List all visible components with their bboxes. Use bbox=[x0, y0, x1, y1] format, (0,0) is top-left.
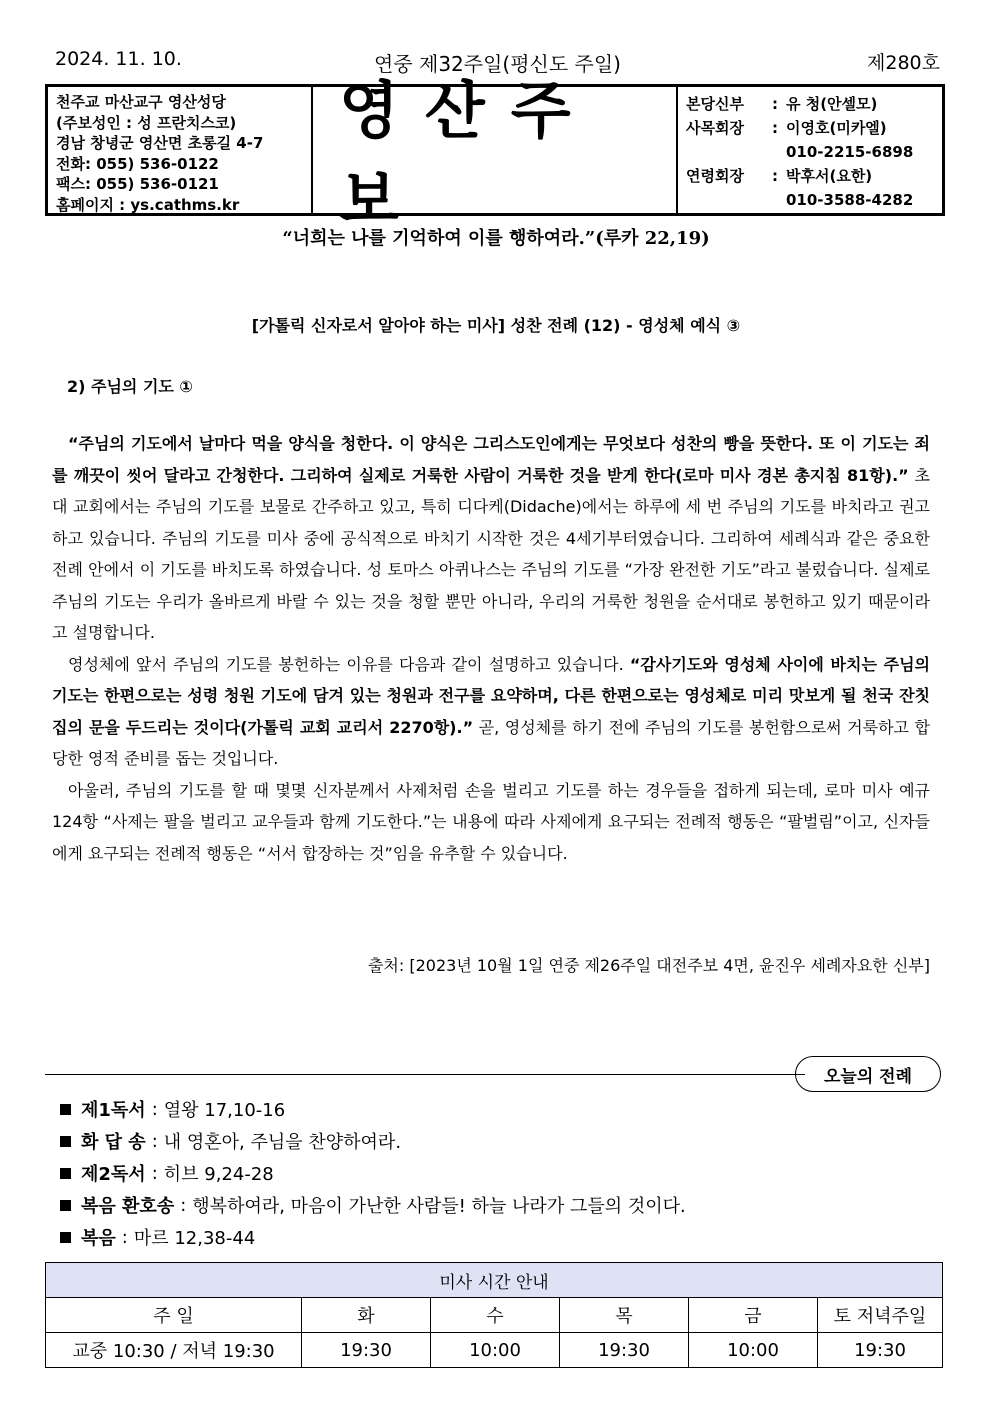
todays-liturgy-label: 오늘의 전례 bbox=[795, 1056, 941, 1092]
reading-item: 제2독서 : 히브 9,24-28 bbox=[60, 1157, 940, 1189]
parish-info bbox=[48, 87, 313, 213]
parish-homepage[interactable]: 홈페이지 : ys.cathms.kr bbox=[56, 195, 240, 214]
mass-time: 19:30 bbox=[818, 1333, 943, 1368]
mass-time: 19:30 bbox=[302, 1333, 431, 1368]
parish-address: 경남 창녕군 영산면 초롱길 4-7 bbox=[56, 134, 264, 152]
staff-row: 010-3588-4282 bbox=[786, 191, 914, 209]
reading-item: 복음 : 마르 12,38-44 bbox=[60, 1221, 940, 1253]
readings-list bbox=[60, 1093, 940, 1253]
parish-phone: 전화: 055) 536-0122 bbox=[56, 154, 219, 173]
table-row bbox=[46, 1333, 943, 1368]
parish-name: 천주교 마산교구 영산성당 bbox=[56, 93, 226, 111]
article-body bbox=[52, 428, 930, 869]
table-row bbox=[46, 1298, 943, 1333]
staff-row: 010-2215-6898 bbox=[786, 143, 914, 161]
staff-row: 본당신부 : 유 청(안셀모) bbox=[686, 95, 878, 113]
mass-time: 10:00 bbox=[689, 1333, 818, 1368]
issue-liturgical-title: 연중 제32주일(평신도 주일) bbox=[374, 52, 621, 76]
article-title: [가톨릭 신자로서 알아야 하는 미사] 성찬 전례 (12) - 영성체 예식 ③ bbox=[251, 316, 741, 335]
scripture-verse: “너희는 나를 기억하여 이를 행하여라.”(루카 22,19) bbox=[282, 228, 710, 249]
bullet-square-icon bbox=[60, 1200, 71, 1211]
staff-info bbox=[678, 87, 942, 213]
reading-item: 화 답 송 : 내 영혼아, 주님을 찬양하여라. bbox=[60, 1125, 940, 1157]
day-header: 목 bbox=[560, 1298, 689, 1333]
day-header: 금 bbox=[689, 1298, 818, 1333]
day-header: 화 bbox=[302, 1298, 431, 1333]
bullet-square-icon bbox=[60, 1104, 71, 1115]
staff-row: 사목회장 : 이영호(미카엘) bbox=[686, 119, 887, 137]
parish-fax: 팩스: 055) 536-0121 bbox=[56, 175, 219, 193]
reading-item: 제1독서 : 열왕 17,10-16 bbox=[60, 1093, 940, 1125]
article-subheading: 2) 주님의 기도 ① bbox=[67, 377, 193, 396]
day-header: 주 일 bbox=[46, 1298, 302, 1333]
mass-times-table bbox=[45, 1262, 943, 1368]
day-header: 토 저녁주일 bbox=[818, 1298, 943, 1333]
paragraph: 아울러, 주님의 기도를 할 때 몇몇 신자분께서 사제처럼 손을 벌리고 기도를 하는 경우들을 접하게 되는데, 로마 미사 예규 124항 “사제는 팔을 벌리고 교우들과 함께 기도한다.”는 내용에 따라 사제에게 요구되는 전례적 행동은 “팔벌림”이고, 신자들에게 요구되는 전례적 행동은 “서서 합장하는 것”임을 유추할 수 있습니다. bbox=[52, 780, 930, 863]
bullet-square-icon bbox=[60, 1136, 71, 1147]
bullet-square-icon bbox=[60, 1232, 71, 1243]
mass-time: 교중 10:30 / 저녁 19:30 bbox=[46, 1333, 302, 1368]
issue-number: 제280호 bbox=[867, 52, 940, 74]
patron-saint: (주보성인 : 성 프란치스코) bbox=[56, 113, 237, 132]
reading-item: 복음 환호송 : 행복하여라, 마음이 가난한 사람들! 하늘 나라가 그들의 것이다. bbox=[60, 1189, 940, 1221]
bulletin-title: 영산주보 bbox=[313, 87, 678, 213]
mass-times-title: 미사 시간 안내 bbox=[46, 1263, 943, 1298]
mass-time: 19:30 bbox=[560, 1333, 689, 1368]
paragraph: 영성체에 앞서 주님의 기도를 봉헌하는 이유를 다음과 같이 설명하고 있습니다. “감사기도와 영성체 사이에 바치는 주님의 기도는 한편으로는 성령 청원 기도에 담겨 있는 청원과 전구를 요약하며, 다른 한편으로는 영성체로 미리 맛보게 될 천국 잔칫집의 문을 두드리는 것이다(가톨릭 교회 교리서 2270항).” 곧, 영성체를 하기 전에 주님의 기도를 봉헌함으로써 거룩하고 합당한 영적 준비를 돕는 것입니다. bbox=[52, 654, 931, 768]
day-header: 수 bbox=[431, 1298, 560, 1333]
section-divider bbox=[45, 1074, 805, 1075]
mass-time: 10:00 bbox=[431, 1333, 560, 1368]
masthead bbox=[45, 74, 945, 236]
article-source: 출처: [2023년 10월 1일 연중 제26주일 대전주보 4면, 윤진우 세례자요한 신부] bbox=[367, 956, 930, 975]
staff-row: 연령회장 : 박후서(요한) bbox=[686, 167, 873, 185]
quoted-text: “주님의 기도에서 날마다 먹을 양식을 청한다. 이 양식은 그리스도인에게는 무엇보다 성찬의 빵을 뜻한다. 또 이 기도는 죄를 깨끗이 씻어 달라고 간청한다. 그리하여 실제로 거룩한 사람이 거룩한 것을 받게 한다(로마 미사 경본 총지침 81항).” bbox=[52, 434, 930, 485]
paragraph: “주님의 기도에서 날마다 먹을 양식을 청한다. 이 양식은 그리스도인에게는 무엇보다 성찬의 빵을 뜻한다. 또 이 기도는 죄를 깨끗이 씻어 달라고 간청한다. 그리하여 실제로 거룩한 사람이 거룩한 것을 받게 한다(로마 미사 경본 총지침 81항).” 초대 교회에서는 주님의 기도를 보물로 간주하고 있고, 특히 디다케(Didache)에서는 하루에 세 번 주님의 기도를 바치라고 권고하고 있습니다. 주님의 기도를 미사 중에 공식적으로 바치기 시작한 것은 4세기부터였습니다. 그리하여 세례식과 같은 중요한 전례 안에서 이 기도를 바치도록 하였습니다. 성 토마스 아퀴나스는 주님의 기도를 “가장 완전한 기도”라고 불렀습니다. 실제로 주님의 기도는 우리가 올바르게 바랄 수 있는 것을 청할 뿐만 아니라, 우리의 거룩한 청원을 순서대로 봉헌하고 있기 때문이라고 설명합니다. bbox=[52, 434, 930, 642]
bullet-square-icon bbox=[60, 1168, 71, 1179]
quoted-text: “감사기도와 영성체 사이에 바치는 주님의 기도는 한편으로는 성령 청원 기도에 담겨 있는 청원과 전구를 요약하며, 다른 한편으로는 영성체로 미리 맛보게 될 천국 잔칫집의 문을 두드리는 것이다(가톨릭 교회 교리서 2270항).” bbox=[52, 654, 930, 737]
issue-date: 2024. 11. 10. bbox=[55, 48, 182, 70]
